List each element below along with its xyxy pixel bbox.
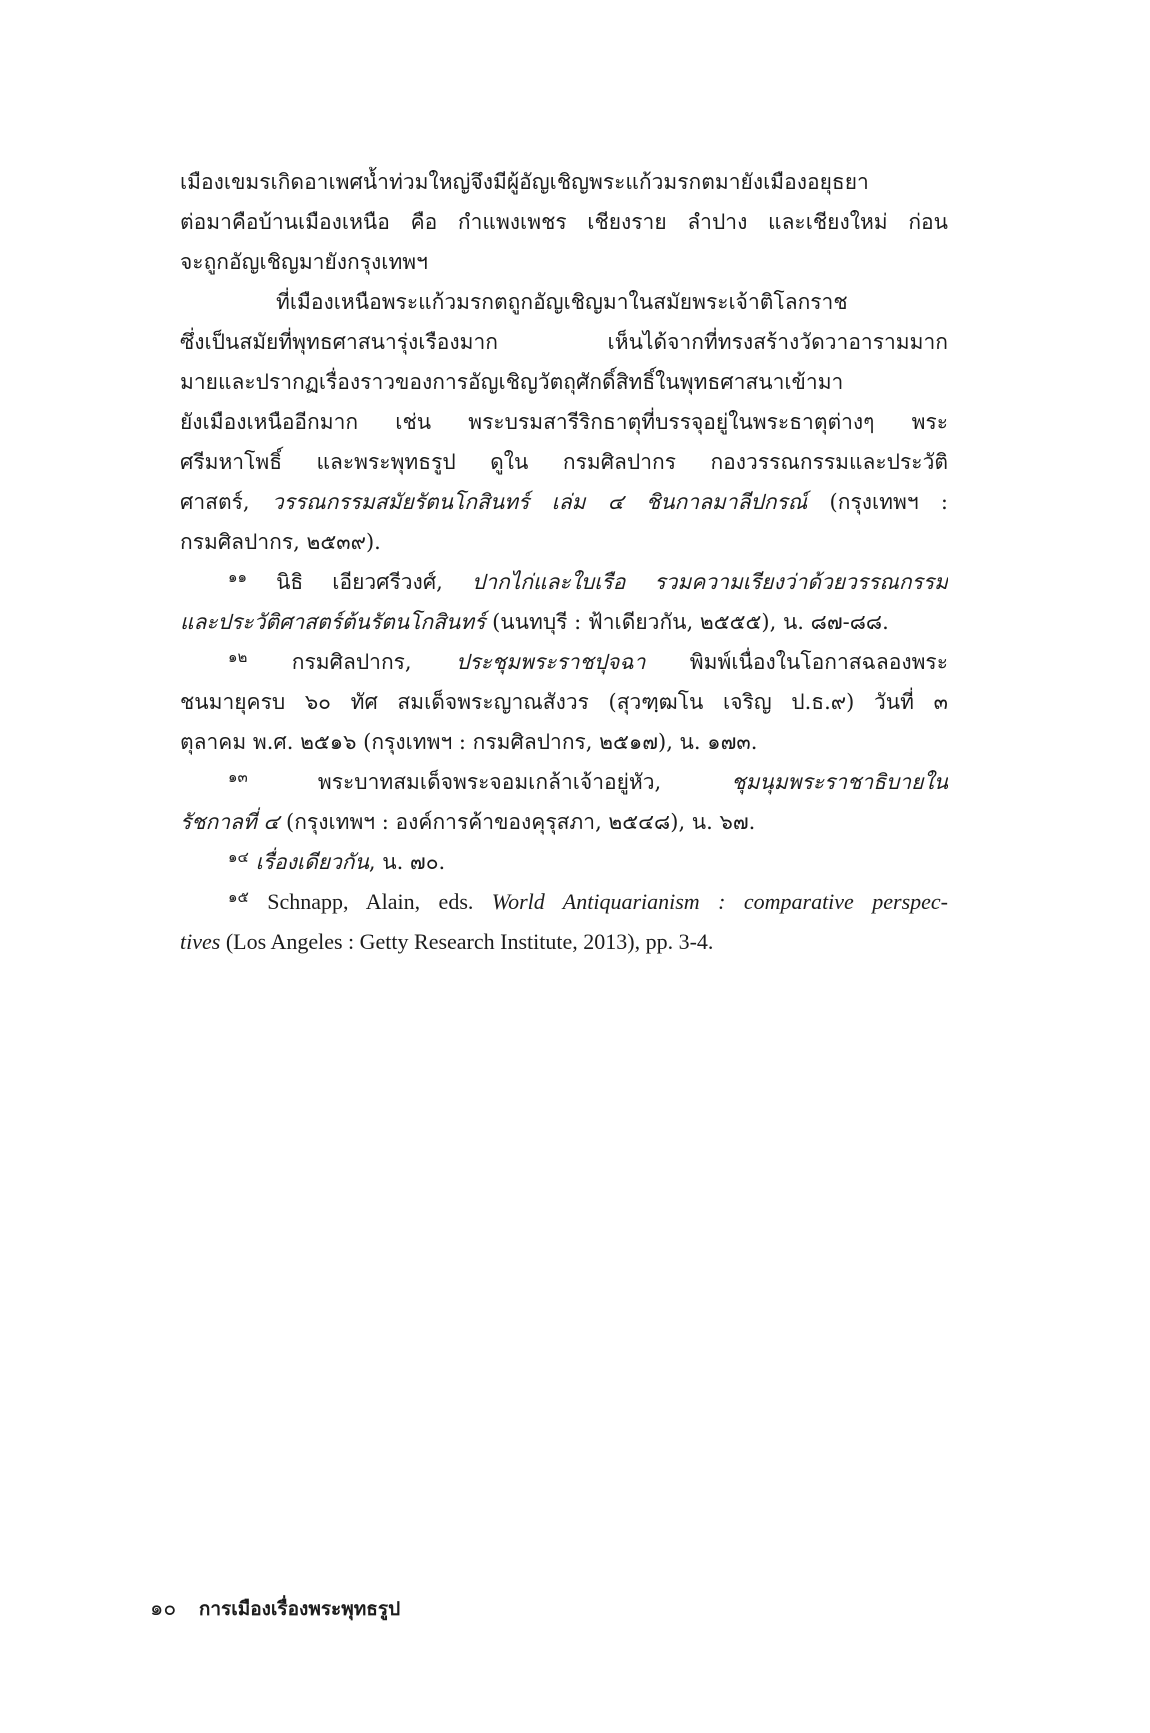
body-line: ศรีมหาโพธิ์ และพระพุทธรูป ดูใน กรมศิลปากร กองวรรณกรรมและประวัติ — [180, 450, 948, 474]
footnote-text: นิธิ เอียวศรีวงศ์, — [247, 570, 472, 594]
footnote-number: ๑๔ — [228, 848, 249, 866]
book-title: วรรณกรรมสมัยรัตนโกสินทร์ เล่ม ๔ ชินกาลมาลีปกรณ์ — [271, 490, 808, 514]
body-line: ซึ่งเป็นสมัยที่พุทธศาสนารุ่งเรืองมาก เห็นได้จากที่ทรงสร้างวัดวาอารามมาก — [180, 330, 948, 354]
body-line: กรมศิลปากร, ๒๕๓๙). — [180, 530, 381, 554]
page-footer — [150, 1588, 400, 1628]
footnote-number: ๑๓ — [228, 768, 248, 786]
body-line: เมืองเขมรเกิดอาเพศน้ำท่วมใหญ่จึงมีผู้อัญเชิญพระแก้วมรกตมายังเมืองอยุธยา — [180, 170, 869, 194]
footnote-15 — [180, 882, 948, 922]
footnote-12-cont: ตุลาคม พ.ศ. ๒๕๑๖ (กรุงเทพฯ : กรมศิลปากร, ๒๕๑๗), น. ๑๗๓. — [180, 730, 758, 754]
footnote-number: ๑๕ — [228, 890, 249, 906]
body-line: จะถูกอัญเชิญมายังกรุงเทพฯ — [180, 250, 428, 274]
footnote-text: พิมพ์เนื่องในโอกาสฉลองพระ — [645, 650, 948, 674]
book-title: ปากไก่และใบเรือ รวมความเรียงว่าด้วยวรรณกรรม — [471, 570, 948, 594]
running-title: การเมืองเรื่องพระพุทธรูป — [198, 1598, 401, 1620]
footnote-text: , น. ๗๐. — [368, 850, 446, 874]
footnote-text: (กรุงเทพฯ : องค์การค้าของคุรุสภา, ๒๕๔๘), น. ๖๗. — [279, 810, 756, 834]
book-title: tives — [180, 929, 221, 954]
book-title: ชุมนุมพระราชาธิบายใน — [731, 770, 948, 794]
footnote-text: (Los Angeles : Getty Research Institute, 2013), pp. 3-4. — [220, 929, 714, 954]
book-title: รัชกาลที่ ๔ — [180, 810, 280, 834]
footnote-14 — [180, 842, 948, 882]
body-line: ยังเมืองเหนืออีกมาก เช่น พระบรมสารีริกธาตุที่บรรจุอยู่ในพระธาตุต่างๆ พระ — [180, 410, 948, 434]
footnote-13-cont — [180, 802, 948, 842]
footnote-12-cont: ชนมายุครบ ๖๐ ทัศ สมเด็จพระญาณสังวร (สุวฑฺฒโน เจริญ ป.ธ.๙) วันที่ ๓ — [180, 690, 948, 714]
footnote-12 — [180, 642, 948, 682]
footnote-11-cont — [180, 602, 948, 642]
footnote-number: ๑๑ — [228, 568, 248, 586]
book-title: เรื่องเดียวกัน — [255, 850, 369, 874]
page-number: ๑๐ — [150, 1596, 177, 1620]
body-line: ต่อมาคือบ้านเมืองเหนือ คือ กำแพงเพชร เชียงราย ลำปาง และเชียงใหม่ ก่อน — [180, 210, 948, 234]
body-text: ศาสตร์, — [180, 490, 272, 514]
footnote-11 — [180, 562, 948, 602]
footnote-text: (นนทบุรี : ฟ้าเดียวกัน, ๒๕๕๕), น. ๘๗-๘๘. — [485, 610, 889, 634]
footnote-text: พระบาทสมเด็จพระจอมเกล้าเจ้าอยู่หัว, — [247, 770, 732, 794]
footnote-15-cont — [180, 922, 948, 962]
footnote-number: ๑๒ — [228, 648, 248, 666]
book-title: และประวัติศาสตร์ต้นรัตนโกสินทร์ — [180, 610, 486, 634]
book-title: World Antiquarianism : comparative perspec- — [491, 889, 948, 914]
footnote-text: กรมศิลปากร, — [247, 650, 456, 674]
body-line: มายและปรากฏเรื่องราวของการอัญเชิญวัตถุศักดิ์สิทธิ์ในพุทธศาสนาเข้ามา — [180, 370, 844, 394]
footnote-text: Schnapp, Alain, eds. — [248, 889, 492, 914]
footnote-13 — [180, 762, 948, 802]
main-text-block — [180, 162, 948, 962]
body-line: ที่เมืองเหนือพระแก้วมรกตถูกอัญเชิญมาในสมัยพระเจ้าติโลกราช — [276, 290, 848, 314]
body-line — [180, 482, 948, 522]
footnote-text — [249, 850, 256, 874]
body-text: (กรุงเทพฯ : — [807, 490, 948, 514]
book-title: ประชุมพระราชปุจฉา — [455, 650, 646, 674]
